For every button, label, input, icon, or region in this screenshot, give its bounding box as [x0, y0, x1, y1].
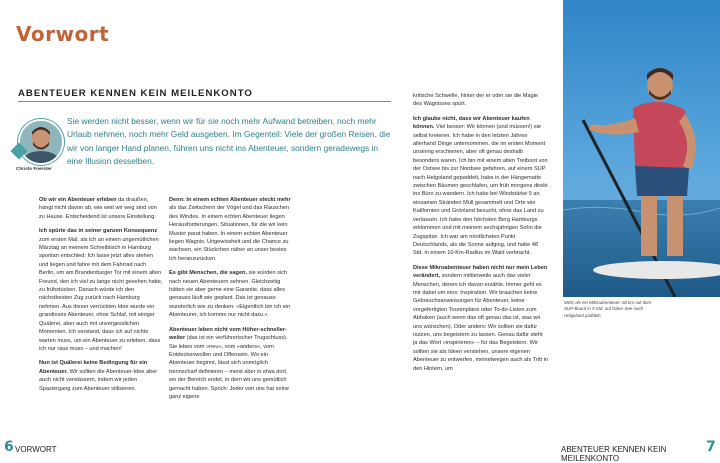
author-portrait-image [20, 121, 62, 163]
page-number-left: 6 [4, 439, 14, 455]
paragraph-lead-in: Abenteuer leben nicht vom Höher-schneller-weiter [169, 326, 287, 342]
paragraph-lead-in: Nun ist Quälerei keine Bedingung für ein Abenteuer. [39, 360, 148, 375]
left-column-1 [39, 196, 163, 399]
paragraph [413, 264, 548, 373]
paragraph-text: Viel besser: Wir können (und müssen!) sie selbst kreieren. Ich habe in den letzten Jahren allerhand Dinge unternommen, die im ersten Moment unsinnig erschienen, aber oft genau deshalb besonders waren. Ich bin mit einem alten Tretboot von der Ostsee bis zur Nordsee gefahren, auf einem SUP nach Helgoland gepaddelt, habe in der Hängematte zwischen Bäumen geschlafen, um früh morgens direkt ins Büro zu wandern. Ich habe bei Windstärke 9 an einsamen Stränden Müll gesammelt und Orte wie Kalifornien und Grönland besucht, ohne das Land zu verlassen. Ich habe den höchsten Berg Hamburgs erklommen und mit meinem sechsjährigen Sohn die Zugspitze. Ich war am nördlichsten Punkt Deutschlands, als die Sonne aufging, und habe 48 Std. in einem 10-Km-Radius im Wald verbracht. [413, 124, 548, 257]
right-column-1 [413, 92, 548, 379]
paragraph [39, 359, 163, 393]
paragraph-text: Wir sollten die Abenteuer-Idee aber auch nicht verwässern, indem wir jeden Spaziergang zum Abenteuer stilisieren. [39, 368, 158, 392]
lead-paragraph: Sie werden nicht besser, wenn wir für sie noch mehr Aufwand betreiben, noch mehr Urlaub nehmen, noch mehr Geld ausgeben. Im Gegenteil: Viele der großen Reisen, die wir von langer Hand planen, führen uns nicht ins Abenteuer, sondern geradewegs in eine Illusion desselben. [67, 116, 391, 167]
paragraph [39, 196, 163, 221]
paragraph-text: zum ersten Mal, als ich an einem ungemütlichen Märztag an meinem Schreibtisch in Hamburg spontan entschied: Ich lasse jetzt alles stehen und liegen und fahre mit dem Fahrrad nach Berlin, um am Brandenburger Tor mit einem alten Freund, den ich viel zu lange nicht gesehen hatte, zu frühstücken. Danach würde ich den nächstbesten Zug zurück nach Hamburg nehmen. Aus dieser verrückten Idee wurde ein grandioses Abenteuer, ohne Schlaf, mit einiger Quälerei, aber auch mit unvergesslichen Momenten. Ich verstand, dass ich auf nichts warten muss, um ein Abenteuer zu erleben, dass ich nur raus muss – und machen! [39, 236, 163, 352]
page-number-right: 7 [706, 439, 716, 455]
author-avatar [18, 119, 64, 165]
section-heading: ABENTEUER KENNEN KEIN MEILENKONTO [18, 88, 253, 99]
paragraph-text: kritische Schwelle, hinter der er oder sie die Magie des Wagnisses spürt. [413, 93, 538, 108]
author-name: Christo Foerster [16, 166, 52, 171]
paragraph-text: da draußen, hängt nicht davon ab, wie weit wir weg sind von zu Hause. Entscheidend ist unsere Einstellung. [39, 197, 157, 220]
paragraph [413, 115, 548, 258]
paragraph-lead-in: Ich glaube nicht, dass wir Abenteuer kaufen können. [413, 115, 530, 131]
footer-right-label: ABENTEUER KENNEN KEIN MEILENKONTO [561, 445, 667, 463]
sup-paddler-image [563, 0, 720, 297]
heading-rule [18, 101, 391, 102]
paragraph-text: als das Zwitschern der Vögel und das Rauschen des Windes. In einem echten Abenteuer liegen Herausforderungen, Situationen, für die wir kein Muster parat haben. In einem echten Abenteuer liegen Wagnis, Ungewissheit und die Chance zu wachsen, ein Stückchen näher an unser bestes Ich heranzurücken. [169, 205, 290, 262]
paragraph [169, 326, 292, 402]
paragraph [169, 269, 292, 319]
paragraph-text: sie würden sich nach neuen Abenteuern sehnen. Gleichzeitig hätten sie aber gerne eine Garantie, dass alles genauso läuft wie geplant. Das ist genauso wunderlich wie zu denken: »Eigentlich bin ich ein Abenteurer, ich komme nur nicht dazu.« [169, 270, 291, 319]
paragraph-lead-in: Es gibt Menschen, die sagen, [169, 270, 248, 277]
paragraph-lead-in: Denn: In einem echten Abenteuer steckt mehr [169, 197, 291, 203]
paragraph-lead-in: Ich spürte das in seiner ganzen Konsequenz [39, 228, 158, 235]
sup-photo [563, 0, 720, 297]
left-column-2 [169, 196, 292, 407]
page-title: Vorwort [16, 22, 110, 46]
footer-left-label: VORWORT [15, 445, 57, 454]
photo-caption: Mehr als ein Mikroabenteuer: 60 km auf dem SUP-Board in 9 Std. auf hoher See nach Helgoland paddeln [564, 300, 652, 318]
paragraph-text: sondern mittlerweile auch das vieler Menschen, denen ich davon erzähle. Immer geht es mir dabei um eins: Inspiration. Wir brauchen keine Gebrauchsanweisungen für Abenteuer, keine vorgefertigten Tourenpläne oder To-do-Listen zum Abhaken (auch wenn das oft genau das ist, was wir uns wünschen). Oder anders: Wir sollten sie dafür nutzen, uns begeistern zu lassen. Genau dafür steht ja das Wort »inspirieren« – für das Begeistern. Wir sollten sie als Ideen verstehen, unsere eigenen Abenteuer zu entwerfen, meinetwegen auch als Tritt in den Hintern, um [413, 273, 548, 372]
paragraph-lead-in: Ob wir ein Abenteuer erleben [39, 197, 117, 203]
paragraph [413, 92, 548, 109]
paragraph-lead-in: Diese Mikroabenteuer haben nicht nur mein Leben verändert, [413, 264, 548, 280]
paragraph [169, 196, 292, 263]
paragraph-text: (das ist ein verführerischer Trugschluss). Sie leben vom »neu«, vom »anders«, vom Entdeckenwollen und Offensein. Wo ein Abenteuer beginnt, lässt sich unmöglich trennscharf definieren – meist aber in etwa dort, wo der Bereich endet, in dem wir uns gemütlich gemacht haben. Sprich: Jeder von uns hat seine ganz eigene [169, 335, 290, 400]
paragraph [39, 227, 163, 353]
